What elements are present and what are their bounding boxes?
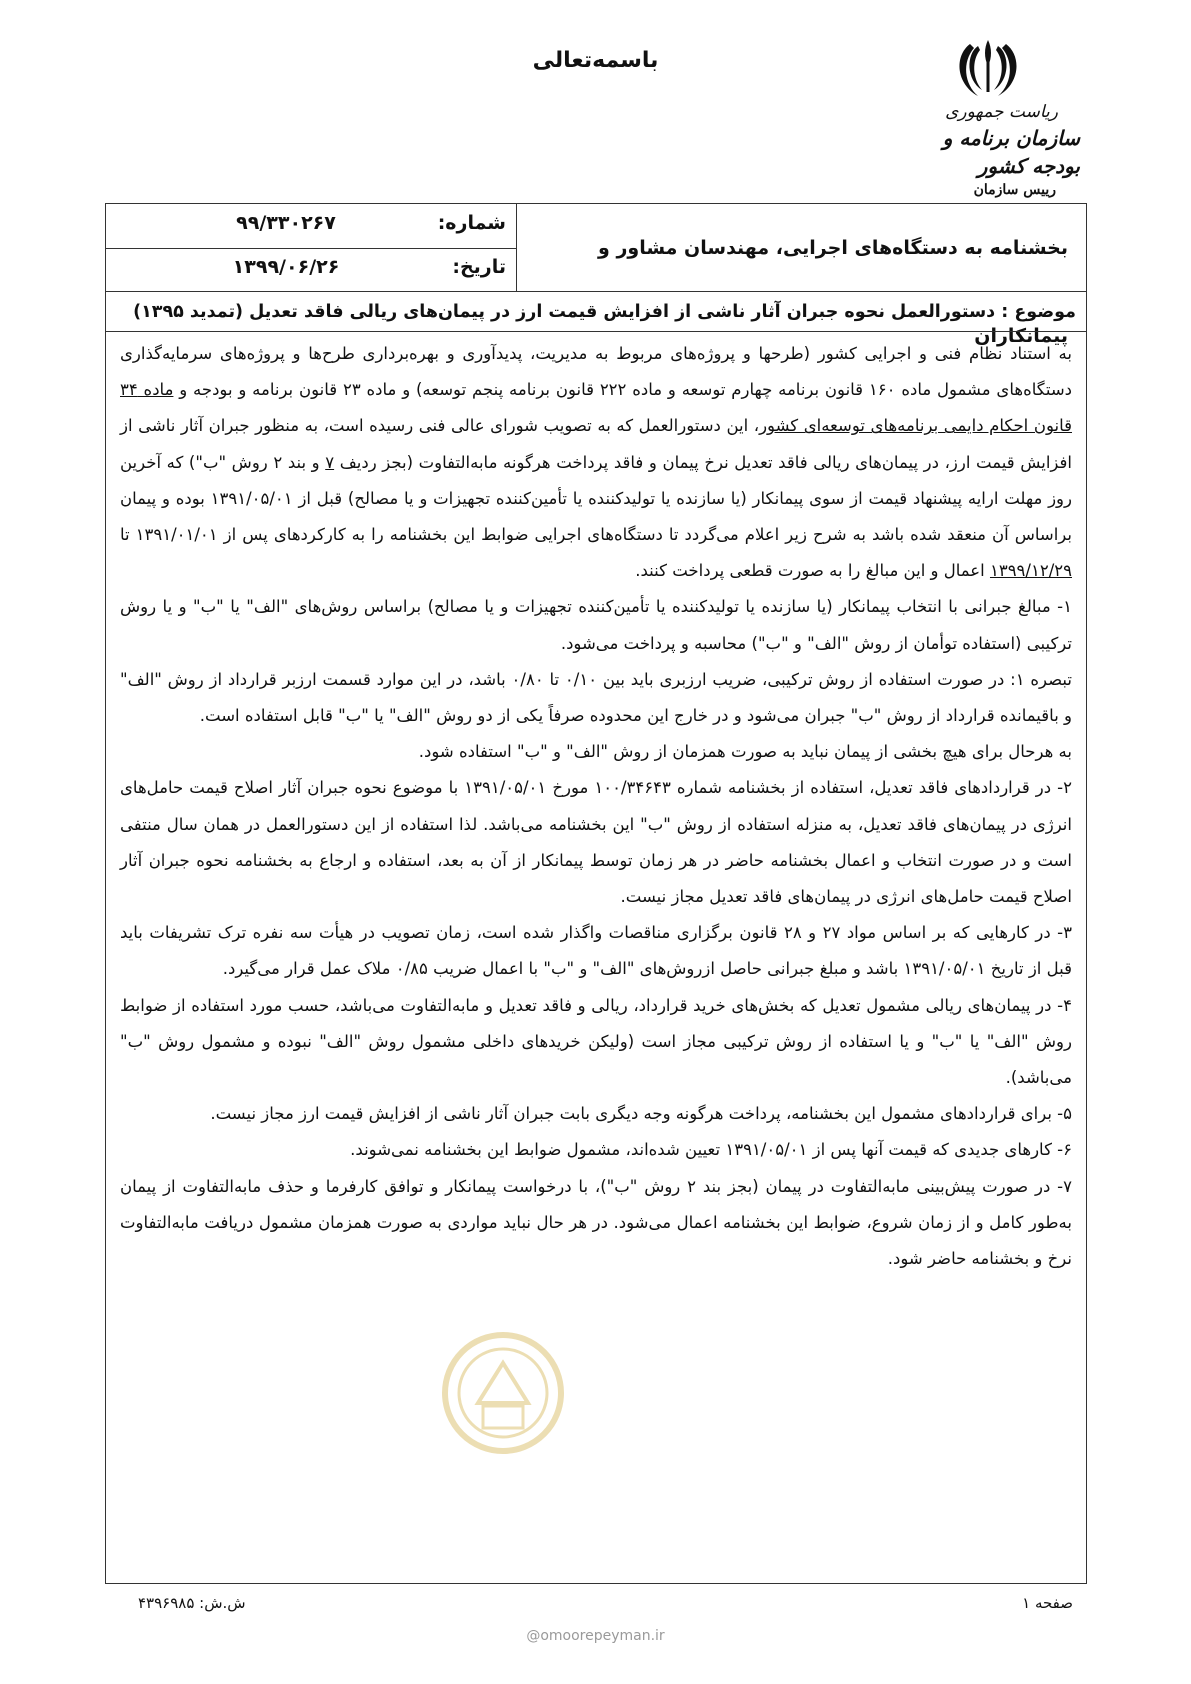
intro-underlined-date: ۱۳۹۹/۱۲/۲۹ — [989, 561, 1072, 581]
item-6: ۶- کارهای جدیدی که قیمت آنها پس از ۱۳۹۱/۰۵/۰۱ تعیین شده‌اند، مشمول ضوابط این بخشنامه نمی‌شوند. — [350, 1140, 1072, 1160]
seal-watermark-icon — [438, 1318, 568, 1468]
item-3: ۳- در کارهایی که بر اساس مواد ۲۷ و ۲۸ قانون برگزاری مناقصات واگذار شده است، زمان تصویب در هیأت سه نفره ترک تشریفات باید قبل از تاریخ ۱۳۹۱/۰۵/۰۱ باشد و مبلغ جبرانی حاصل ازروش‌های "الف" و "ب" با اعمال ضریب ۰/۸۵ ملاک عمل قرار می‌گیرد. — [120, 923, 1072, 979]
intro-text-3: و بند ۲ روش "ب") که آخرین روز مهلت ارایه پیشنهاد قیمت از سوی پیمانکار (یا سازنده یا تولیدکننده یا تأمین‌کننده تجهیزات و یا مصالح) قبل از ۱۳۹۱/۰۵/۰۱ بوده و پیمان براساس آن منعقد شده باشد به شرح زیر اعلام می‌گردد تا دستگاه‌های اجرایی ضوابط این بخشنامه را به کارکردهای پس از ۱۳۹۱/۰۱/۰۱ تا — [120, 452, 1072, 545]
intro-underlined-row: ۷ — [325, 452, 335, 472]
date-value: ۱۳۹۹/۰۶/۲۶ — [232, 256, 340, 278]
header-middle-line — [106, 248, 516, 249]
bismillah-heading: باسمه‌تعالی — [532, 48, 659, 73]
number-value: ۹۹/۳۳۰۲۶۷ — [236, 212, 336, 234]
note-1-continuation: به هرحال برای هیچ بخشی از پیمان نباید به صورت همزمان از روش "الف" و "ب" استفاده شود. — [418, 742, 1072, 762]
item-7: ۷- در صورت پیش‌بینی مابه‌التفاوت در پیمان (بجز بند ۲ روش "ب")، با درخواست پیمانکار و توافق کارفرما و حذف مابه‌التفاوت از پیمان به‌طور کامل و از زمان شروع، ضوابط این بخشنامه اعمال می‌شود. در هر حال نباید مواردی به صورت همزمان مشمول دریافت مابه‌التفاوت نرخ و بخشنامه حاضر شود. — [120, 1176, 1072, 1269]
letter-body — [120, 336, 1072, 1277]
intro-text-1: به استناد نظام فنی و اجرایی کشور (طرحها و پروژه‌های مربوط به مدیریت، پدیدآوری و بهره‌برداری طرح‌ها و پروژه‌های سرمایه‌گذاری دستگاه‌های مشمول ماده ۱۶۰ قانون برنامه چهارم توسعه و ماده ۲۲۲ قانون برنامه پنجم توسعه) و ماده ۲۳ قانون برنامه و بودجه و — [120, 344, 1073, 400]
subject-line: موضوع : دستورالعمل نحوه جبران آثار ناشی از افزایش قیمت ارز در پیمان‌های ریالی فاقد تعدیل (تمدید ۱۳۹۵) — [106, 292, 1086, 332]
intro-text-4: اعمال و این مبالغ را به صورت قطعی پرداخت کنند. — [635, 561, 990, 581]
note-1: تبصره ۱: در صورت استفاده از روش ترکیبی، ضریب ارزبری باید بین ۰/۱۰ تا ۰/۸۰ باشد، در این موارد قسمت ارزبر قرارداد از روش "الف" و باقیمانده قرارداد از روش "ب" جبران می‌شود و در خارج این محدوده صرفاً یکی از دو روش "الف" یا "ب" قابل استفاده است. — [120, 669, 1072, 726]
organization-block — [900, 100, 1080, 200]
item-2: ۲- در قراردادهای فاقد تعدیل، استفاده از بخشنامه شماره ۱۰۰/۳۴۶۴۳ مورخ ۱۳۹۱/۰۵/۰۱ با موضوع نحوه جبران آثار اصلاح قیمت حامل‌های انرژی در پیمان‌های فاقد تعدیل، به منزله استفاده از روش "ب" این بخشنامه می‌باشد. لذا استفاده از این دستورالعمل در همان سال منتفی است و در صورت انتخاب و اعمال بخشنامه حاضر در هر زمان توسط پیمانکار از آن به بعد، استفاده و ارجاع به بخشنامه نحوه جبران آثار اصلاح قیمت حامل‌های انرژی در پیمان‌های فاقد تعدیل مجاز نیست. — [120, 778, 1072, 907]
letter-frame — [105, 203, 1087, 1584]
document-code: ش.ش: ۴۳۹۶۹۸۵ — [138, 1594, 246, 1612]
page-number: صفحه ۱ — [1022, 1594, 1073, 1612]
org-line-head: رییس سازمان — [973, 182, 1056, 198]
org-line-organization: سازمان برنامه و بودجه کشور — [942, 126, 1080, 178]
item-1: ۱- مبالغ جبرانی با انتخاب پیمانکار (یا سازنده یا تولیدکننده یا تأمین‌کننده تجهیزات و یا مصالح) براساس روش‌های "الف" یا "ب" و یا روش ترکیبی (استفاده توأمان از روش "الف" و "ب") محاسبه و پرداخت می‌شود. — [120, 597, 1072, 653]
number-label: شماره: — [437, 212, 506, 234]
addressee: بخشنامه به دستگاه‌های اجرایی، مهندسان مشاور و پیمانکاران — [598, 237, 1068, 347]
org-line-presidency: ریاست جمهوری — [945, 102, 1058, 122]
intro-text-2: ، این دستورالعمل که به تصویب شورای عالی فنی رسیده است، به منظور جبران آثار ناشی از افزایش قیمت ارز، در پیمان‌های ریالی فاقد تعدیل نرخ پیمان و فاقد پرداخت هرگونه مابه‌التفاوت (بجز ردیف — [120, 416, 1073, 472]
header-divider — [516, 204, 517, 292]
item-4: ۴- در پیمان‌های ریالی مشمول تعدیل که بخش‌های خرید قرارداد، ریالی و فاقد تعدیل و مابه‌التفاوت می‌باشد، حسب مورد استفاده از ضوابط روش "الف" یا "ب" و یا استفاده از روش ترکیبی مجاز است (ولیکن خریدهای داخلی مشمول روش "الف" نبوده و مشمول روش "ب" می‌باشد). — [120, 995, 1072, 1088]
intro-underlined-law: ماده ۳۴ قانون احکام دایمی برنامه‌های توسعه‌ای کشور — [120, 380, 1072, 436]
item-5: ۵- برای قراردادهای مشمول این بخشنامه، پرداخت هرگونه وجه دیگری بابت جبران آثار ناشی از افزایش قیمت ارز مجاز نیست. — [210, 1104, 1072, 1124]
date-label: تاریخ: — [452, 256, 506, 278]
intro-paragraph — [120, 336, 1072, 589]
iran-emblem-icon — [950, 36, 1026, 100]
watermark-url: @omoorepeyman.ir — [526, 1628, 665, 1644]
